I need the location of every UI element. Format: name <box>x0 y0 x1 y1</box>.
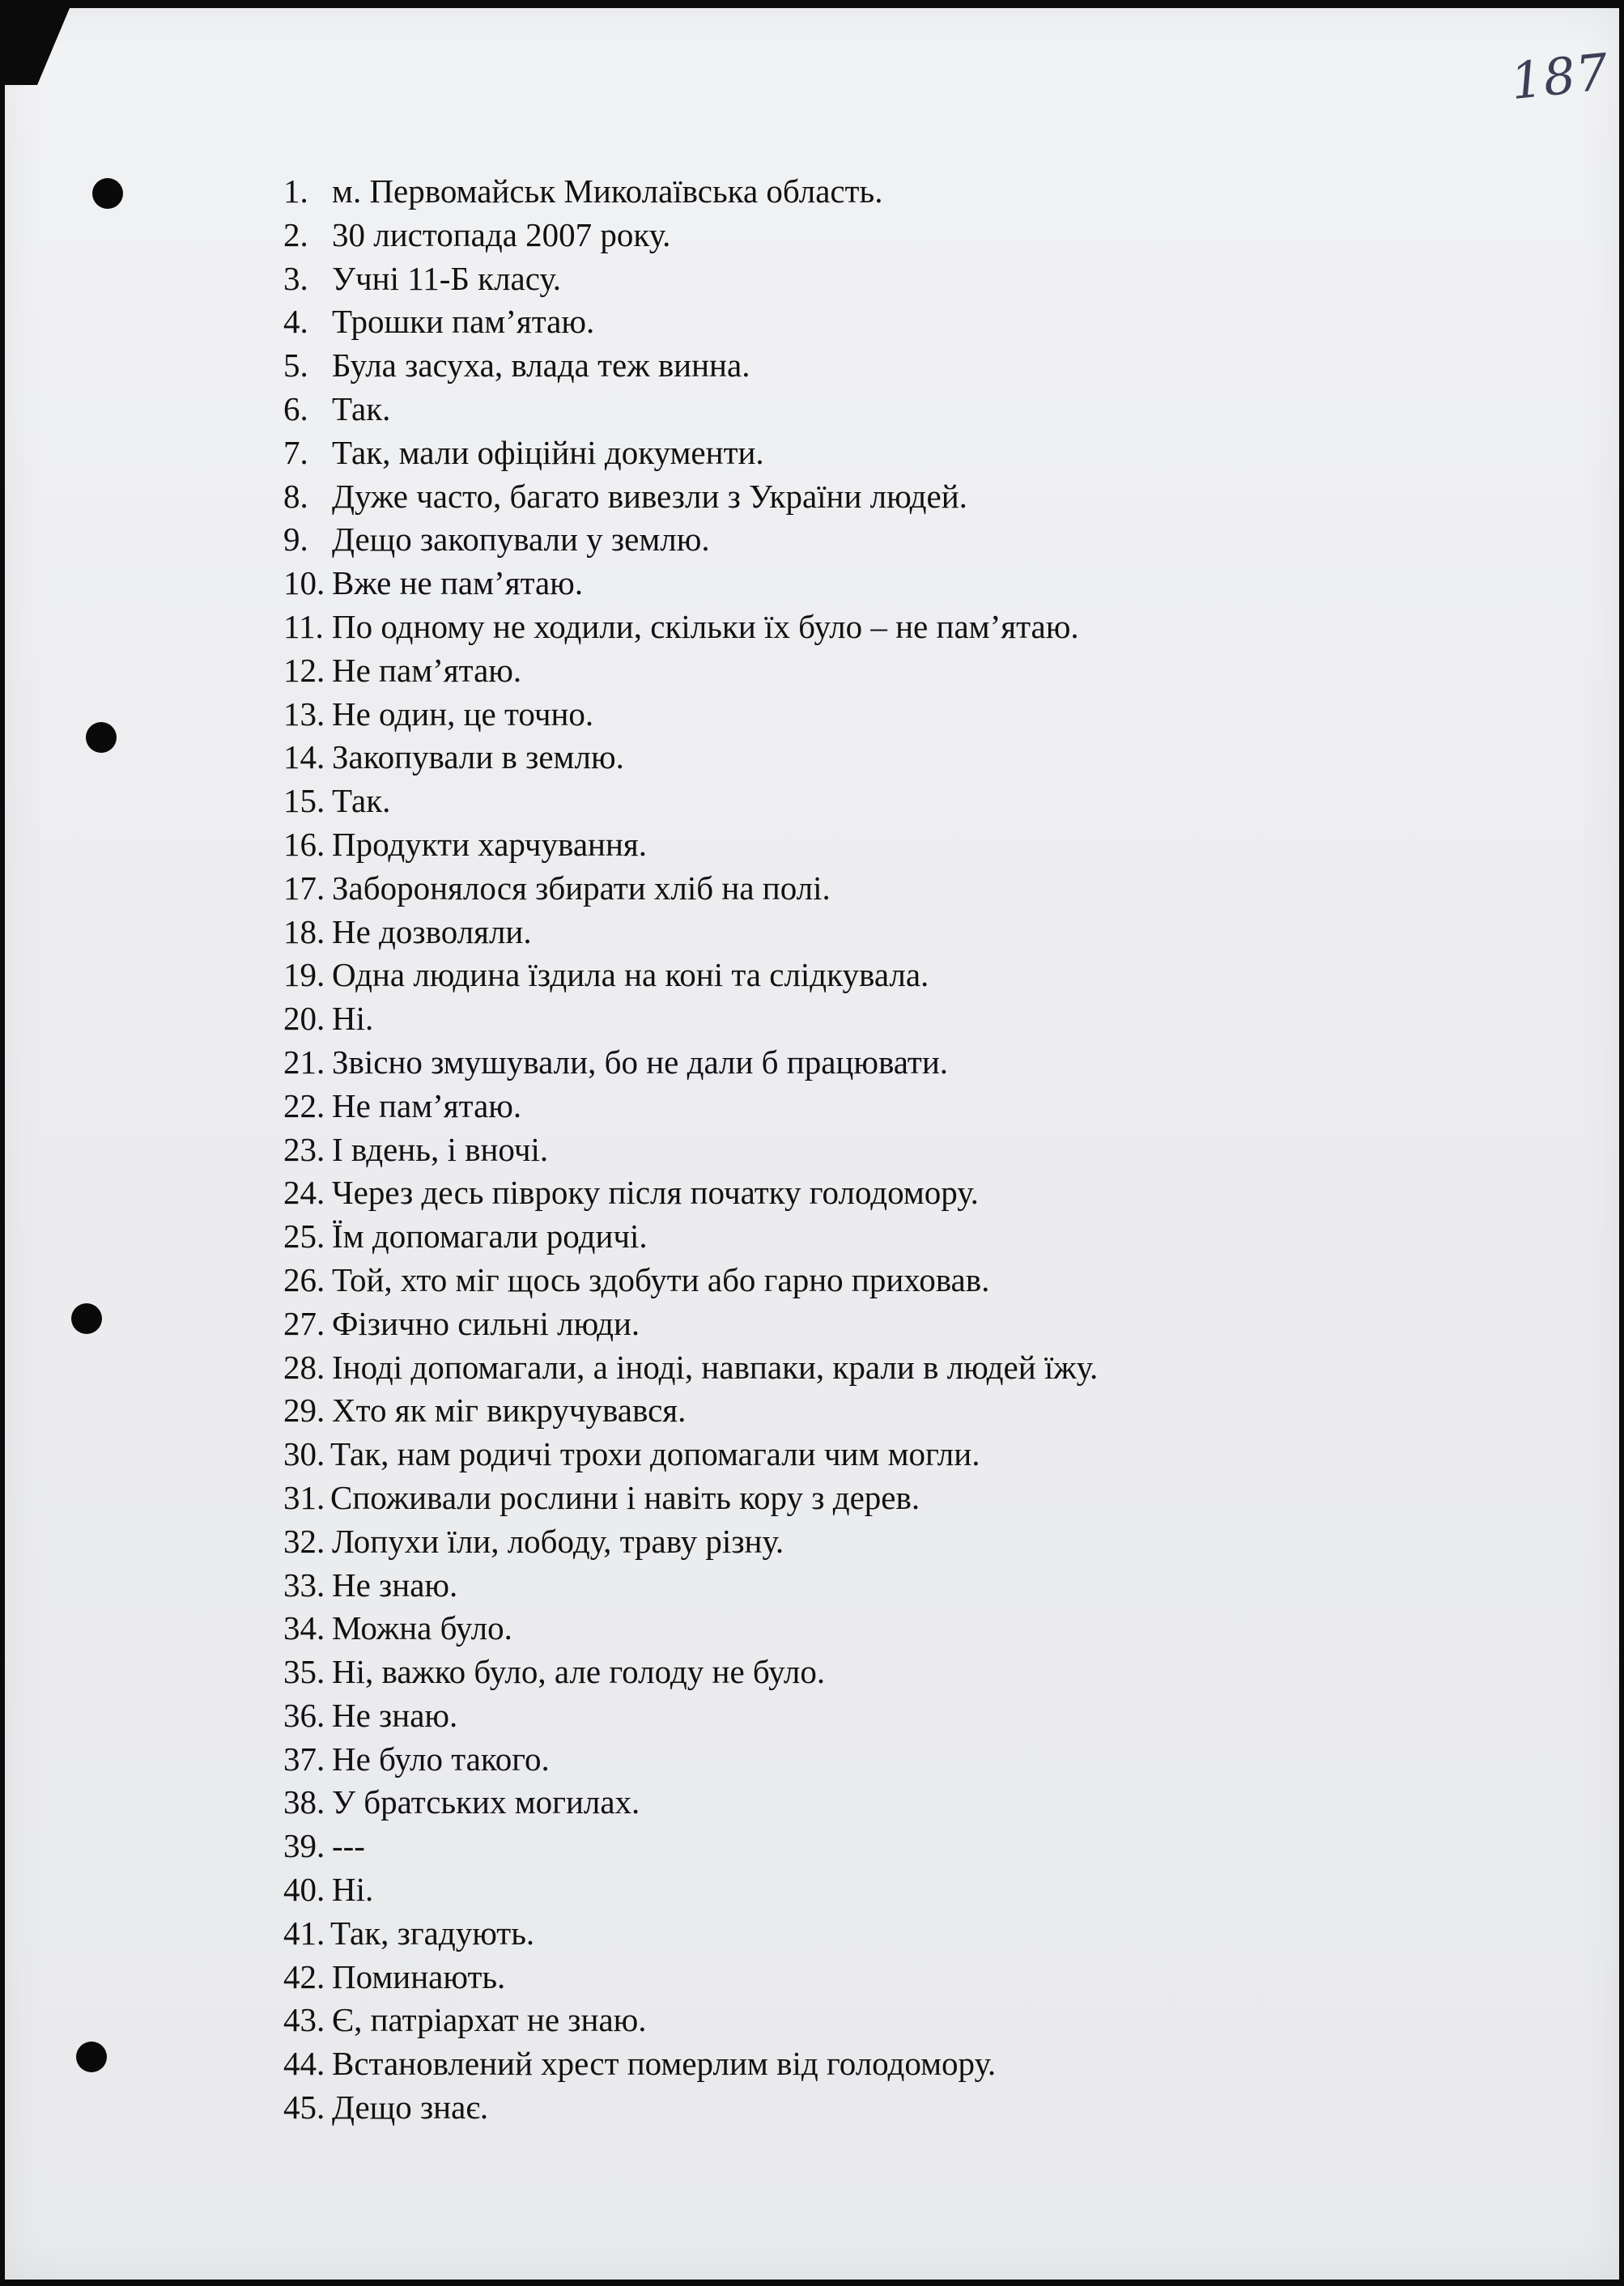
item-number: 17. <box>283 869 325 907</box>
list-item <box>283 300 1098 344</box>
item-text: Не пам’ятаю. <box>332 1086 522 1124</box>
punch-hole-2 <box>86 722 117 753</box>
item-number: 22. <box>283 1086 325 1124</box>
item-number: 19. <box>283 956 325 994</box>
punch-hole-1 <box>92 178 123 209</box>
item-number: 21. <box>283 1043 325 1081</box>
item-text: Поминають. <box>332 1957 506 1995</box>
item-number: 40. <box>283 1871 325 1909</box>
item-text: Вже не пам’ятаю. <box>332 564 584 602</box>
list-item <box>283 605 1098 649</box>
item-text: Одна людина їздила на коні та слідкувала. <box>332 956 929 994</box>
item-text: Закопували в землю. <box>332 738 624 776</box>
list-item <box>283 1868 1098 1912</box>
item-number: 13. <box>283 695 325 733</box>
item-text: Ні. <box>332 1871 374 1909</box>
item-number: 18. <box>283 912 325 950</box>
item-number: 3. <box>283 259 308 297</box>
item-number: 24. <box>283 1174 325 1212</box>
item-text: Дещо закопували у землю. <box>332 521 710 559</box>
item-number: 39. <box>283 1827 325 1865</box>
list-item <box>283 1607 1098 1651</box>
item-text: Дуже часто, багато вивезли з України людей. <box>332 477 967 515</box>
list-item <box>283 1389 1098 1433</box>
item-text: Звісно змушували, бо не дали б працювати. <box>332 1043 949 1081</box>
list-item <box>283 823 1098 867</box>
list-item <box>283 257 1098 301</box>
list-item <box>283 170 1098 214</box>
item-number: 42. <box>283 1957 325 1995</box>
list-item <box>283 214 1098 257</box>
list-item <box>283 1520 1098 1564</box>
item-text: Так. <box>332 389 391 427</box>
list-item <box>283 1302 1098 1346</box>
item-text: Учні 11-Б класу. <box>332 259 562 297</box>
item-text: Встановлений хрест померлим від голодомору. <box>332 2045 997 2083</box>
item-text: Трошки пам’ятаю. <box>332 303 595 341</box>
item-number: 29. <box>283 1392 325 1430</box>
item-number: 5. <box>283 346 308 385</box>
item-number: 44. <box>283 2045 325 2083</box>
item-number: 33. <box>283 1566 325 1604</box>
punch-hole-3 <box>71 1303 102 1334</box>
item-text: Не було такого. <box>332 1740 550 1778</box>
item-number: 8. <box>283 477 308 515</box>
item-number: 1. <box>283 172 308 210</box>
item-number: 26. <box>283 1260 325 1298</box>
item-number: 32. <box>283 1522 325 1560</box>
list-item <box>283 388 1098 431</box>
list-item <box>283 780 1098 823</box>
list-item <box>283 736 1098 780</box>
item-text: Не пам’ятаю. <box>332 651 522 689</box>
item-text: По одному не ходили, скільки їх було – не пам’ятаю. <box>332 607 1079 645</box>
item-number: 31. <box>283 1478 325 1516</box>
item-text: Не дозволяли. <box>332 912 532 950</box>
item-number: 45. <box>283 2088 325 2127</box>
answer-list <box>283 170 1098 2130</box>
item-text: Їм допомагали родичі. <box>332 1217 648 1256</box>
item-text: Є, патріархат не знаю. <box>332 2001 647 2039</box>
item-text: Той, хто міг щось здобути або гарно приховав. <box>332 1260 990 1298</box>
list-item <box>283 1085 1098 1128</box>
item-number: 14. <box>283 738 325 776</box>
item-text: Можна було. <box>332 1609 512 1647</box>
item-number: 16. <box>283 825 325 863</box>
list-item <box>283 475 1098 519</box>
list-item <box>283 1215 1098 1259</box>
list-item <box>283 1694 1098 1738</box>
item-text: Заборонялося збирати хліб на полі. <box>332 869 831 907</box>
item-number: 28. <box>283 1348 325 1386</box>
handwritten-page-number: 187 <box>1507 41 1612 112</box>
item-text: Так. <box>332 782 391 820</box>
item-text: Фізично сильні люди. <box>332 1304 640 1342</box>
item-text: Через десь півроку після початку голодомору. <box>332 1174 979 1212</box>
item-text: Так, мали офіційні документи. <box>332 433 764 471</box>
item-number: 2. <box>283 215 308 253</box>
item-text: Не знаю. <box>332 1696 458 1734</box>
item-number: 20. <box>283 1000 325 1038</box>
item-text: І вдень, і вночі. <box>332 1130 549 1168</box>
list-item <box>283 1259 1098 1302</box>
list-item <box>283 518 1098 562</box>
list-item <box>283 954 1098 997</box>
item-number: 27. <box>283 1304 325 1342</box>
item-text: Іноді допомагали, а іноді, навпаки, крали в людей їжу. <box>332 1348 1099 1386</box>
item-number: 37. <box>283 1740 325 1778</box>
item-number: 25. <box>283 1217 325 1256</box>
item-text: 30 листопада 2007 року. <box>332 215 671 253</box>
item-text: Споживали рослини і навіть кору з дерев. <box>330 1478 920 1516</box>
list-item <box>283 1738 1098 1782</box>
item-number: 30. <box>283 1435 325 1473</box>
item-text: м. Первомайськ Миколаївська область. <box>332 172 883 210</box>
item-number: 7. <box>283 433 308 471</box>
item-text: --- <box>332 1827 365 1865</box>
list-item <box>283 649 1098 693</box>
item-number: 35. <box>283 1653 325 1691</box>
item-number: 10. <box>283 564 325 602</box>
list-item <box>283 1825 1098 1868</box>
item-text: Дещо знає. <box>332 2088 489 2127</box>
list-item <box>283 1041 1098 1085</box>
list-item <box>283 1171 1098 1215</box>
item-number: 41. <box>283 1914 325 1952</box>
punch-hole-4 <box>76 2042 107 2072</box>
item-number: 36. <box>283 1696 325 1734</box>
item-text: У братських могилах. <box>332 1783 640 1821</box>
item-text: Ні, важко було, але голоду не було. <box>332 1653 826 1691</box>
item-text: Так, згадують. <box>330 1914 535 1952</box>
list-item <box>283 1564 1098 1608</box>
item-number: 23. <box>283 1130 325 1168</box>
list-item <box>283 997 1098 1041</box>
list-item <box>283 1433 1098 1477</box>
item-text: Не один, це точно. <box>332 695 594 733</box>
list-item <box>283 2042 1098 2086</box>
list-item <box>283 1651 1098 1694</box>
item-text: Так, нам родичі трохи допомагали чим могли. <box>330 1435 980 1473</box>
list-item <box>283 867 1098 911</box>
item-text: Продукти харчування. <box>332 825 648 863</box>
list-item <box>283 693 1098 737</box>
item-text: Хто як міг викручувався. <box>332 1392 687 1430</box>
item-number: 11. <box>283 607 324 645</box>
torn-corner <box>5 8 70 85</box>
list-item <box>283 562 1098 605</box>
paper-sheet <box>5 8 1619 2280</box>
list-item <box>283 1781 1098 1825</box>
item-number: 34. <box>283 1609 325 1647</box>
item-number: 38. <box>283 1783 325 1821</box>
item-text: Не знаю. <box>332 1566 458 1604</box>
list-item <box>283 1956 1098 1999</box>
list-item <box>283 1477 1098 1520</box>
list-item <box>283 1999 1098 2042</box>
item-text: Ні. <box>332 1000 374 1038</box>
list-item <box>283 1912 1098 1956</box>
list-item <box>283 1128 1098 1172</box>
item-text: Була засуха, влада теж винна. <box>332 346 750 385</box>
list-item <box>283 1346 1098 1390</box>
item-number: 15. <box>283 782 325 820</box>
list-item <box>283 2086 1098 2130</box>
item-number: 4. <box>283 303 308 341</box>
item-number: 12. <box>283 651 325 689</box>
item-text: Лопухи їли, лободу, траву різну. <box>332 1522 784 1560</box>
item-number: 43. <box>283 2001 325 2039</box>
item-number: 9. <box>283 521 308 559</box>
list-item <box>283 911 1098 954</box>
list-item <box>283 344 1098 388</box>
list-item <box>283 431 1098 475</box>
item-number: 6. <box>283 389 308 427</box>
